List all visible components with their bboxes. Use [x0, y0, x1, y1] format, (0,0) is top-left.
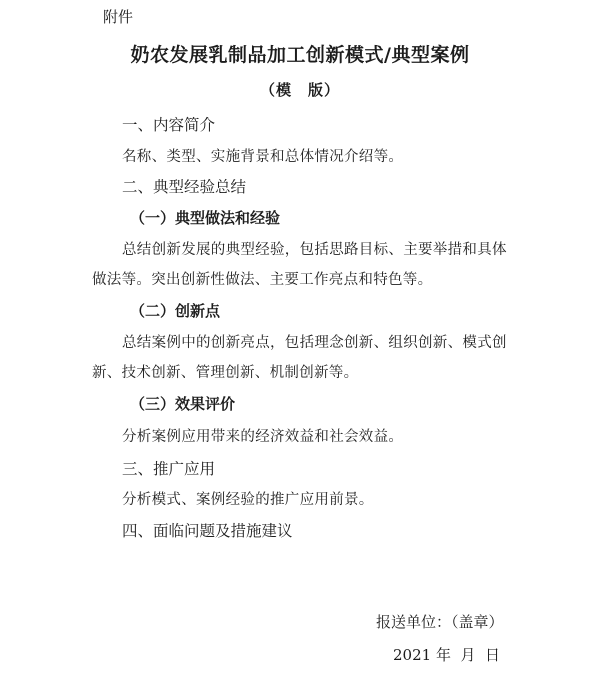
section-3-heading: 三、推广应用 [122, 460, 216, 478]
subsection-2-1-heading: （一）典型做法和经验 [130, 209, 281, 227]
date-line: 2021 年 月 日 [393, 646, 501, 664]
section-1-body: 名称、类型、实施背景和总体情况介绍等。 [122, 149, 404, 165]
attachment-label: 附件 [103, 8, 134, 26]
subsection-2-2-heading: （二）创新点 [130, 302, 221, 320]
document-title: 奶农发展乳制品加工创新模式/典型案例 [130, 44, 470, 66]
section-3-body: 分析模式、案例经验的推广应用前景。 [122, 492, 374, 508]
subsection-2-1-line-1: 总结创新发展的典型经验，包括思路目标、主要举措和具体 [122, 242, 507, 258]
subsection-2-2-line-2: 新、技术创新、管理创新、机制创新等。 [92, 365, 359, 381]
subsection-2-2-line-1: 总结案例中的创新亮点，包括理念创新、组织创新、模式创 [122, 335, 507, 351]
submitter-stamp-line: 报送单位：（盖章） [376, 613, 504, 631]
subsection-2-3-body: 分析案例应用带来的经济效益和社会效益。 [122, 429, 404, 445]
section-2-heading: 二、典型经验总结 [122, 178, 247, 196]
section-1-heading: 一、内容简介 [122, 116, 216, 134]
section-4-heading: 四、面临问题及措施建议 [122, 522, 293, 540]
document-subtitle: （模 版） [259, 81, 340, 99]
subsection-2-3-heading: （三）效果评价 [130, 395, 236, 413]
subsection-2-1-line-2: 做法等。突出创新性做法、主要工作亮点和特色等。 [92, 272, 433, 288]
